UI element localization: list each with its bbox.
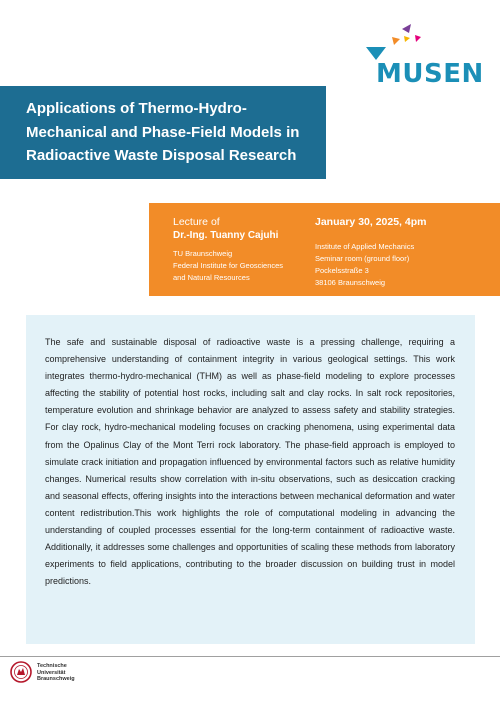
abstract-box xyxy=(26,315,475,644)
musen-logo xyxy=(348,20,484,92)
title-line: Radioactive Waste Disposal Research xyxy=(26,147,297,164)
title-banner xyxy=(0,86,326,179)
university-name-line: Braunschweig xyxy=(37,676,75,682)
logo-wordmark: MUSEN xyxy=(376,59,484,89)
venue-line: 38106 Braunschweig xyxy=(315,278,386,287)
university-name xyxy=(37,663,75,683)
footer-divider xyxy=(0,656,500,657)
venue-line: Institute of Applied Mechanics xyxy=(315,242,415,251)
university-name-line: Universität xyxy=(37,669,66,676)
lecture-info-box xyxy=(149,203,500,296)
speaker-name: Dr.-Ing. Tuanny Cajuhi xyxy=(173,230,279,241)
tu-braunschweig-seal-icon xyxy=(10,661,32,688)
title-line: Applications of Thermo-Hydro- xyxy=(26,100,247,117)
speaker-affiliation: TU Braunschweig xyxy=(173,249,233,258)
university-name-line: Technische xyxy=(37,663,67,669)
abstract-text: The safe and sustainable disposal of radioactive waste is a pressing challenge, requiring a comprehensive understanding of containment integrity in various geological settings. This work integrates thermo-hydro-mechanical (THM) as well as phase-field modeling to explore processes affecting the stability of potential host rocks, including salt and clay rocks. In salt rock repositories, temperature evolution and shrinkage behavior are analyzed to assess safety and stability strategies. For clay rock, hydro-mechanical modeling focuses on cracking phenomena, using experimental data from the Opalinus Clay of the Mont Terri rock laboratory. The phase-field approach is employed to simulate crack initiation and propagation influenced by environmental factors such as relative humidity changes. Numerical results show correlation with in-situ observations, such as desiccation cracking and seasonal effects, offering insights into the interactions between mechanical deformation and water content redistribution.This work highlights the role of computational modeling in advancing the understanding of coupled processes essential for the long-term containment of radioactive waste. Additionally, it addresses some challenges and opportunities of scaling these methods from laboratory experiments to field applications, contributing to the broader discussion on building trust in model predictions. xyxy=(45,337,455,587)
speaker-affiliation: and Natural Resources xyxy=(173,273,250,282)
venue-line: Seminar room (ground floor) xyxy=(315,254,410,263)
event-details-block xyxy=(315,215,427,289)
title-line: Mechanical and Phase-Field Models in xyxy=(26,123,300,141)
lecture-heading: Lecture of xyxy=(173,216,220,228)
event-date: January 30, 2025, 4pm xyxy=(315,216,427,228)
speaker-block xyxy=(173,215,283,284)
speaker-affiliation: Federal Institute for Geosciences xyxy=(173,261,284,270)
venue-line: Pockelsstraße 3 xyxy=(315,266,369,275)
